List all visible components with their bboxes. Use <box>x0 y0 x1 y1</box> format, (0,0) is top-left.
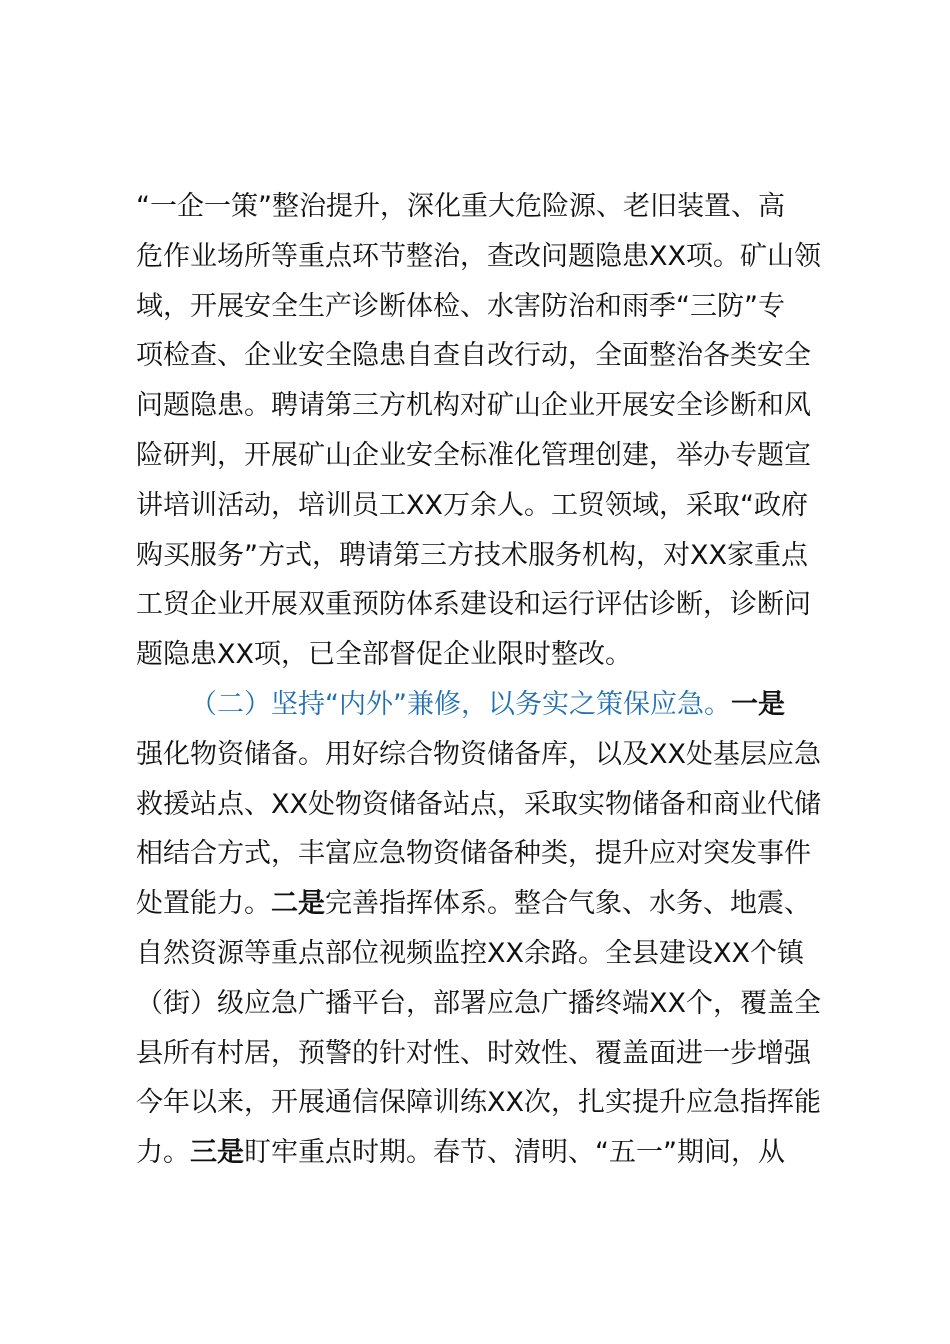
text-segment: 处置能力。 <box>136 888 271 920</box>
text-line: 相结合方式，丰富应急物资储备种类，提升应对突发事件 <box>136 838 811 870</box>
text-line: 强化物资储备。用好综合物资储备库，以及XX处基层应急 <box>136 738 821 770</box>
text-line: 问题隐患。聘请第三方机构对矿山企业开展安全诊断和风 <box>136 390 811 422</box>
text-line <box>136 879 841 929</box>
text-line: “一企一策”整治提升，深化重大危险源、老旧装置、高 <box>136 191 785 222</box>
section-heading: （二）坚持“内外”兼修，以务实之策保应急。 <box>190 689 731 720</box>
text-segment: 完善指挥体系。整合气象、水务、地震、 <box>325 888 811 920</box>
paragraph-safety-rectification <box>136 182 841 680</box>
text-line-with-heading <box>136 680 841 730</box>
text-segment: 盯牢重点时期。春节、清明、“五一”期间，从 <box>244 1137 785 1169</box>
text-line: 项检查、企业安全隐患自查自改行动，全面整治各类安全 <box>136 340 811 372</box>
first-point-label: 一是 <box>730 689 785 720</box>
text-line <box>136 1128 841 1178</box>
text-line: 题隐患XX项，已全部督促企业限时整改。 <box>136 639 632 671</box>
paragraph-emergency-support <box>136 680 841 1178</box>
text-line: 自然资源等重点部位视频监控XX余路。全县建设XX个镇 <box>136 937 804 969</box>
text-line: 险研判，开展矿山企业安全标准化管理创建，举办专题宣 <box>136 439 811 471</box>
text-line: 工贸企业开展双重预防体系建设和运行评估诊断，诊断问 <box>136 589 811 621</box>
text-line: 讲培训活动，培训员工XX万余人。工贸领域，采取“政府 <box>136 489 808 521</box>
second-point-label: 二是 <box>271 888 325 920</box>
text-line: 县所有村居，预警的针对性、时效性、覆盖面进一步增强 <box>136 1037 811 1069</box>
third-point-label: 三是 <box>190 1137 244 1169</box>
text-segment: 力。 <box>136 1137 190 1169</box>
text-line: 购买服务”方式，聘请第三方技术服务机构，对XX家重点 <box>136 539 808 571</box>
text-line: 救援站点、XX处物资储备站点，采取实物储备和商业代储 <box>136 788 821 820</box>
text-line: 危作业场所等重点环节整治，查改问题隐患XX项。矿山领 <box>136 240 821 272</box>
text-line: 今年以来，开展通信保障训练XX次，扎实提升应急指挥能 <box>136 1087 821 1119</box>
text-line: 域，开展安全生产诊断体检、水害防治和雨季“三防”专 <box>136 290 785 322</box>
text-line: （街）级应急广播平台，部署应急广播终端XX个，覆盖全 <box>136 987 821 1019</box>
